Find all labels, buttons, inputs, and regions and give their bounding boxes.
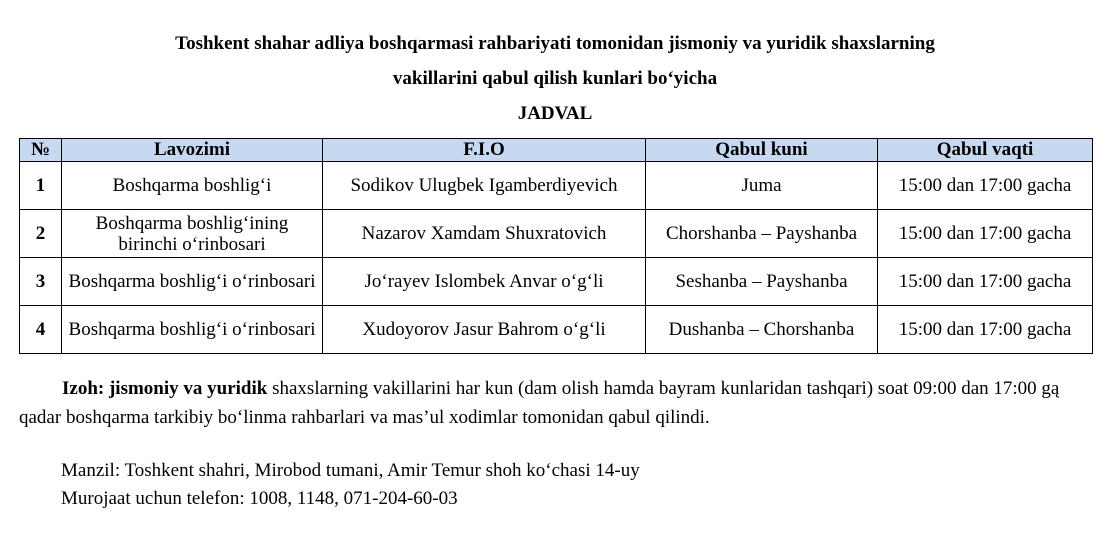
row-full-name: Sodikov Ulugbek Igamberdiyevich <box>323 162 646 210</box>
row-position: Boshqarma boshlig‘i o‘rinbosari <box>62 258 323 306</box>
row-reception-time: 15:00 dan 17:00 gacha <box>878 210 1093 258</box>
title-line-2: vakillarini qabul qilish kunlari bo‘yicha <box>392 68 718 89</box>
row-reception-time: 15:00 dan 17:00 gacha <box>878 258 1093 306</box>
header-position: Lavozimi <box>62 139 323 162</box>
phone-line: Murojaat uchun telefon: 1008, 1148, 071-204-60-03 <box>61 488 458 509</box>
note-text: shaxslarning vakillarini har kun (dam olish hamda bayram kunlaridan tashqari) soat 09:00 dan 17:00 gą qadar boshqarma tarkibiy bo‘linma rahbarlari va mas’ul xodimlar tomonidan qabul qilindi. <box>19 378 1060 428</box>
table-row <box>20 210 1093 258</box>
row-reception-day: Seshanba – Payshanba <box>646 258 878 306</box>
row-position: Boshqarma boshlig‘i o‘rinbosari <box>62 306 323 354</box>
row-reception-day: Juma <box>646 162 878 210</box>
table-header-row <box>20 139 1093 162</box>
row-reception-time: 15:00 dan 17:00 gacha <box>878 162 1093 210</box>
header-reception-time: Qabul vaqti <box>878 139 1093 162</box>
row-position: Boshqarma boshlig‘i <box>62 162 323 210</box>
row-full-name: Jo‘rayev Islombek Anvar o‘g‘li <box>323 258 646 306</box>
note-paragraph <box>19 374 1079 432</box>
row-reception-day: Chorshanba – Payshanba <box>646 210 878 258</box>
title-jadval: JADVAL <box>517 103 593 124</box>
row-number: 2 <box>20 210 62 258</box>
header-full-name: F.I.O <box>323 139 646 162</box>
address-line: Manzil: Toshkent shahri, Mirobod tumani, Amir Temur shoh ko‘chasi 14-uy <box>61 460 640 481</box>
row-full-name: Xudoyorov Jasur Bahrom o‘g‘li <box>323 306 646 354</box>
row-reception-time: 15:00 dan 17:00 gacha <box>878 306 1093 354</box>
reception-schedule-table <box>19 138 1093 354</box>
row-full-name: Nazarov Xamdam Shuxratovich <box>323 210 646 258</box>
title-line-1: Toshkent shahar adliya boshqarmasi rahbariyati tomonidan jismoniy va yuridik shaxslarning <box>175 33 935 54</box>
row-position: Boshqarma boshlig‘ining birinchi o‘rinbosari <box>62 210 323 258</box>
table-row <box>20 258 1093 306</box>
header-reception-day: Qabul kuni <box>646 139 878 162</box>
contact-block <box>61 457 1110 513</box>
note-bold-lead: Izoh: jismoniy va yuridik <box>62 378 268 399</box>
row-reception-day: Dushanba – Chorshanba <box>646 306 878 354</box>
row-number: 4 <box>20 306 62 354</box>
row-number: 3 <box>20 258 62 306</box>
header-number: № <box>20 139 62 162</box>
table-row <box>20 162 1093 210</box>
row-number: 1 <box>20 162 62 210</box>
table-row <box>20 306 1093 354</box>
